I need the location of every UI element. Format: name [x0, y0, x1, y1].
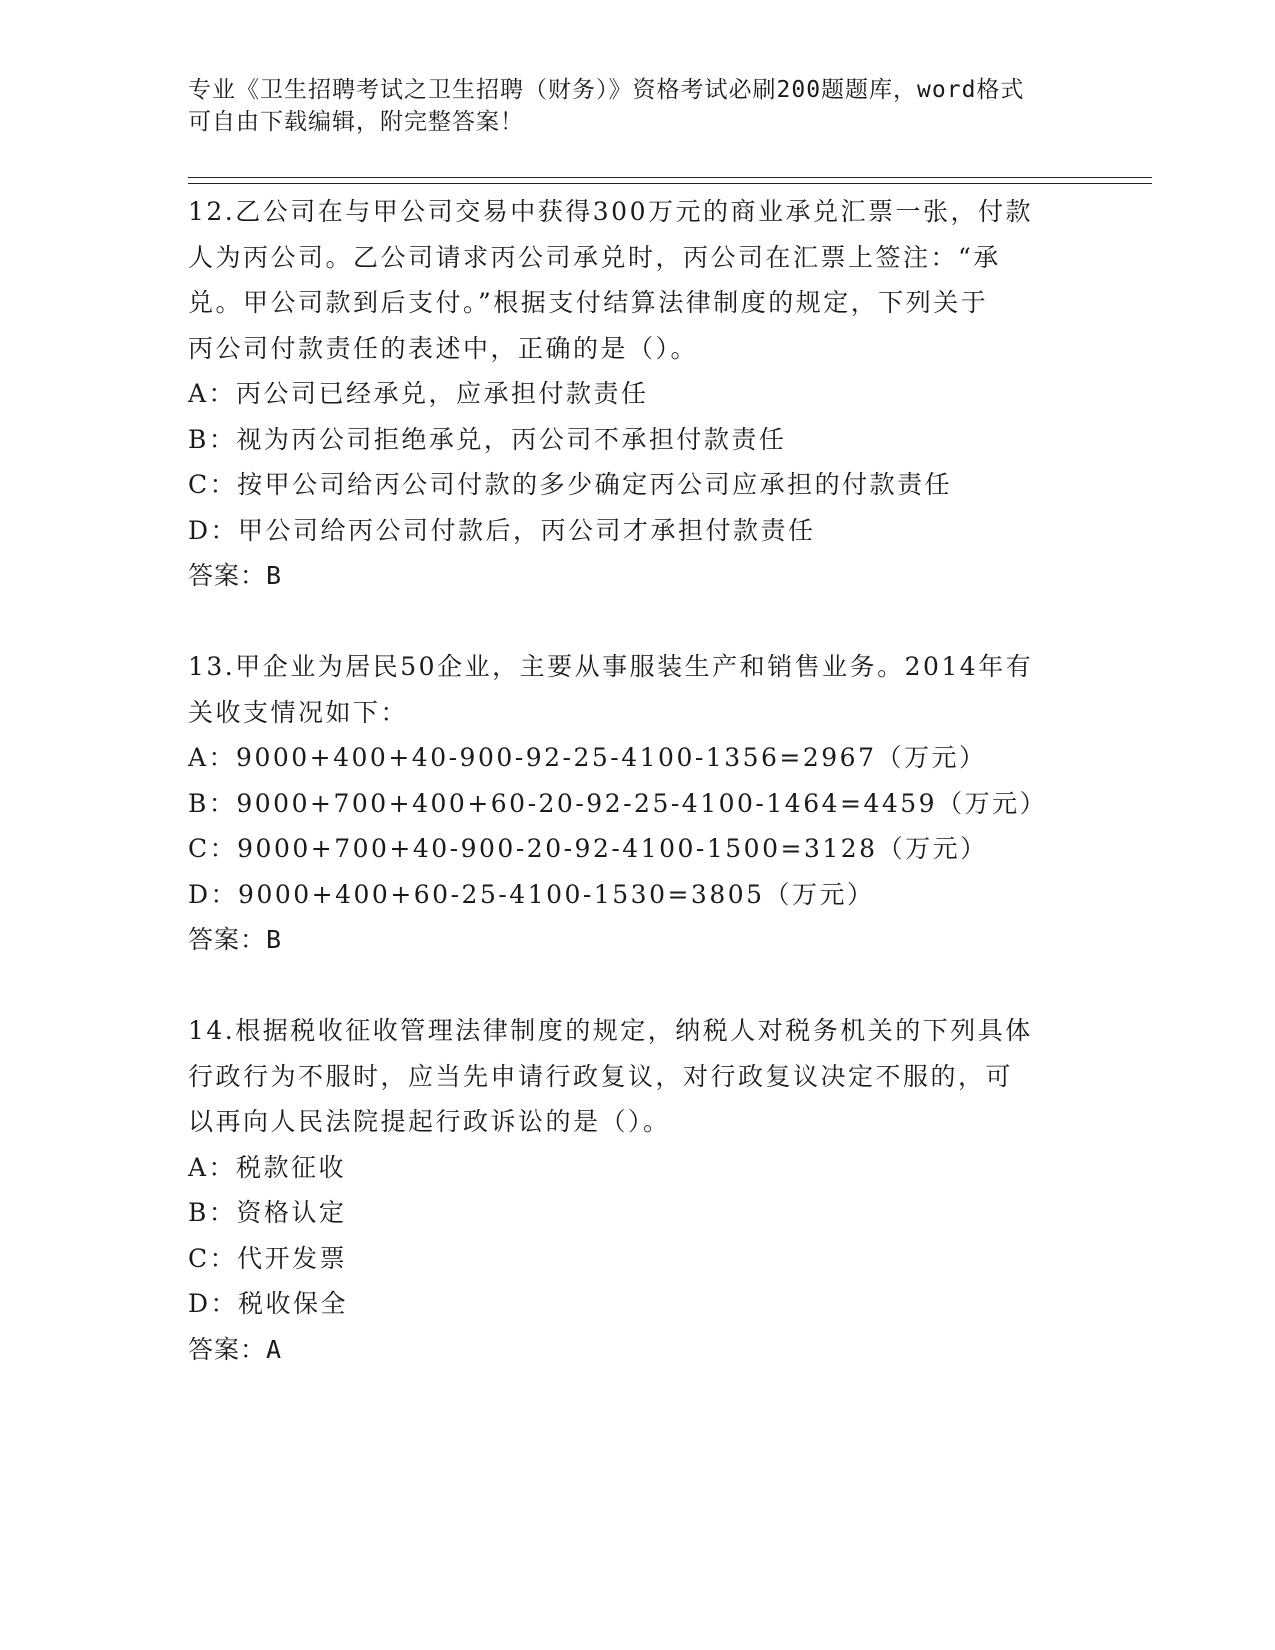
question-text-line: 以再向人民法院提起行政诉讼的是（）。 [188, 1107, 671, 1136]
question-text-line: 人为丙公司。乙公司请求丙公司承兑时，丙公司在汇票上签注：“承 [188, 242, 1001, 272]
question-text-line: 丙公司付款责任的表述中，正确的是（）。 [188, 333, 699, 363]
header-rule-top [188, 177, 1152, 178]
question-text-line: 兑。甲公司款到后支付。”根据支付结算法律制度的规定，下列关于 [188, 288, 989, 317]
answer-label: 答案：B [188, 925, 283, 954]
option-b: B：视为丙公司拒绝承兑，丙公司不承担付款责任 [188, 424, 787, 454]
question-13 [188, 644, 1148, 963]
option-a: A：丙公司已经承兑，应承担付款责任 [188, 379, 649, 408]
document-header [188, 74, 1088, 138]
question-list [188, 189, 1148, 1372]
question-text-line: 行政行为不服时，应当先申请行政复议，对行政复议决定不服的，可 [188, 1061, 1014, 1091]
option-d: D：甲公司给丙公司付款后，丙公司才承担付款责任 [188, 515, 816, 545]
question-text-line: 14.根据税收征收管理法律制度的规定，纳税人对税务机关的下列具体 [188, 1016, 1033, 1045]
question-14 [188, 1008, 1148, 1372]
option-c: C：代开发票 [188, 1243, 348, 1273]
question-text-line: 12.乙公司在与甲公司交易中获得300万元的商业承兑汇票一张，付款 [188, 197, 1033, 226]
option-c: C：按甲公司给丙公司付款的多少确定丙公司应承担的付款责任 [188, 470, 953, 499]
header-line-1: 专业《卫生招聘考试之卫生招聘（财务）》资格考试必刷200题题库，word格式 [188, 77, 1025, 103]
question-spacer [188, 963, 1148, 1009]
question-text-line: 关收支情况如下： [188, 697, 409, 727]
option-a: A：税款征收 [188, 1152, 347, 1182]
question-spacer [188, 599, 1148, 645]
option-b: B：资格认定 [188, 1198, 347, 1227]
option-b: B：9000+700+400+60-20-92-25-4100-1464=4459（万元） [188, 788, 1048, 818]
header-rule-bottom [188, 183, 1152, 184]
option-c: C：9000+700+40-900-20-92-4100-1500=3128（万元） [188, 834, 988, 863]
question-12 [188, 189, 1148, 599]
header-line-2: 可自由下载编辑，附完整答案！ [188, 109, 524, 135]
option-d: D：9000+400+60-25-4100-1530=3805（万元） [188, 879, 875, 909]
question-text-line: 13.甲企业为居民50企业，主要从事服装生产和销售业务。2014年有 [188, 652, 1034, 681]
answer-label: 答案：B [188, 561, 283, 590]
answer-label: 答案：A [188, 1334, 283, 1364]
option-d: D：税收保全 [188, 1289, 349, 1318]
option-a: A：9000+400+40-900-92-25-4100-1356=2967（万元） [188, 743, 987, 772]
